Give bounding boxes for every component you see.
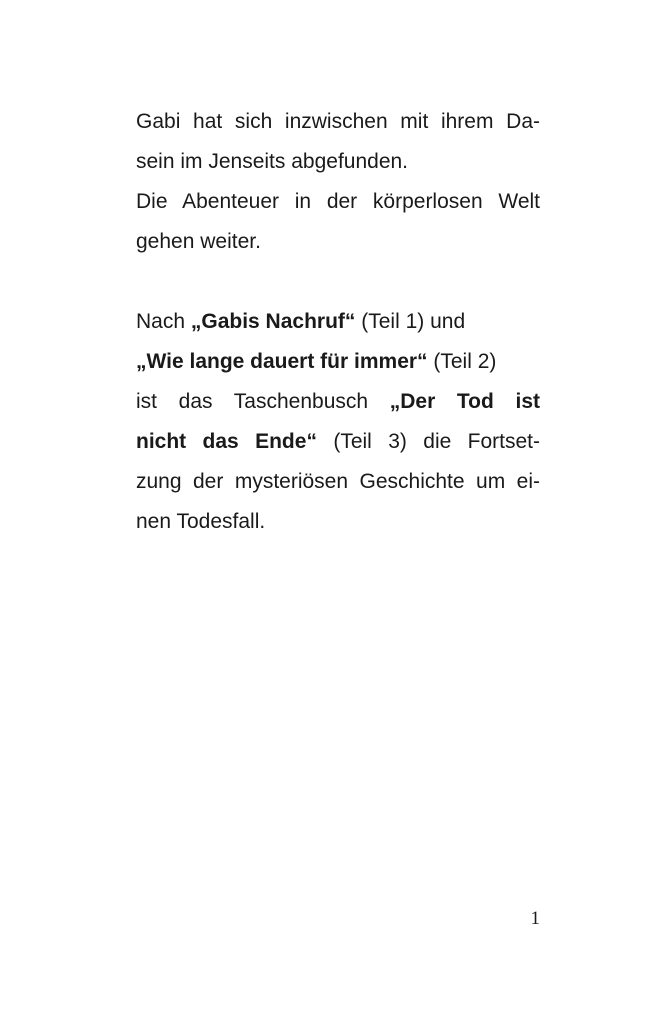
text-line: gehen weiter. [136,230,261,253]
book-title-1: „Gabis Nachruf“ [190,310,356,333]
text-line: nen Todesfall. [136,510,266,533]
text-run: ist das Taschenbusch [136,390,390,413]
text-line: Gabi hat sich inzwischen mit ihrem Da- [136,110,540,133]
text-line: zung der mysteriösen Geschichte um ei- [136,470,540,493]
text-line [136,382,540,422]
body-text [136,102,540,542]
text-line [136,342,540,382]
text-run: Nach [136,310,191,333]
book-title-3-start: „Der Tod ist [389,390,540,413]
text-line: sein im Jenseits abgefunden. [136,150,409,173]
book-title-3-end: nicht das Ende“ [136,430,317,453]
text-line [136,302,540,342]
page-number: 1 [530,908,540,929]
text-line: Die Abenteuer in der körperlosen Welt [136,190,540,213]
paragraph-gap [136,262,540,302]
text-run: (Teil 3) die Fortset- [333,430,541,453]
text-run: (Teil 2) [427,350,497,373]
text-line [136,422,540,462]
text-run: (Teil 1) und [355,310,466,333]
book-title-2: „Wie lange dauert für immer“ [136,350,428,373]
